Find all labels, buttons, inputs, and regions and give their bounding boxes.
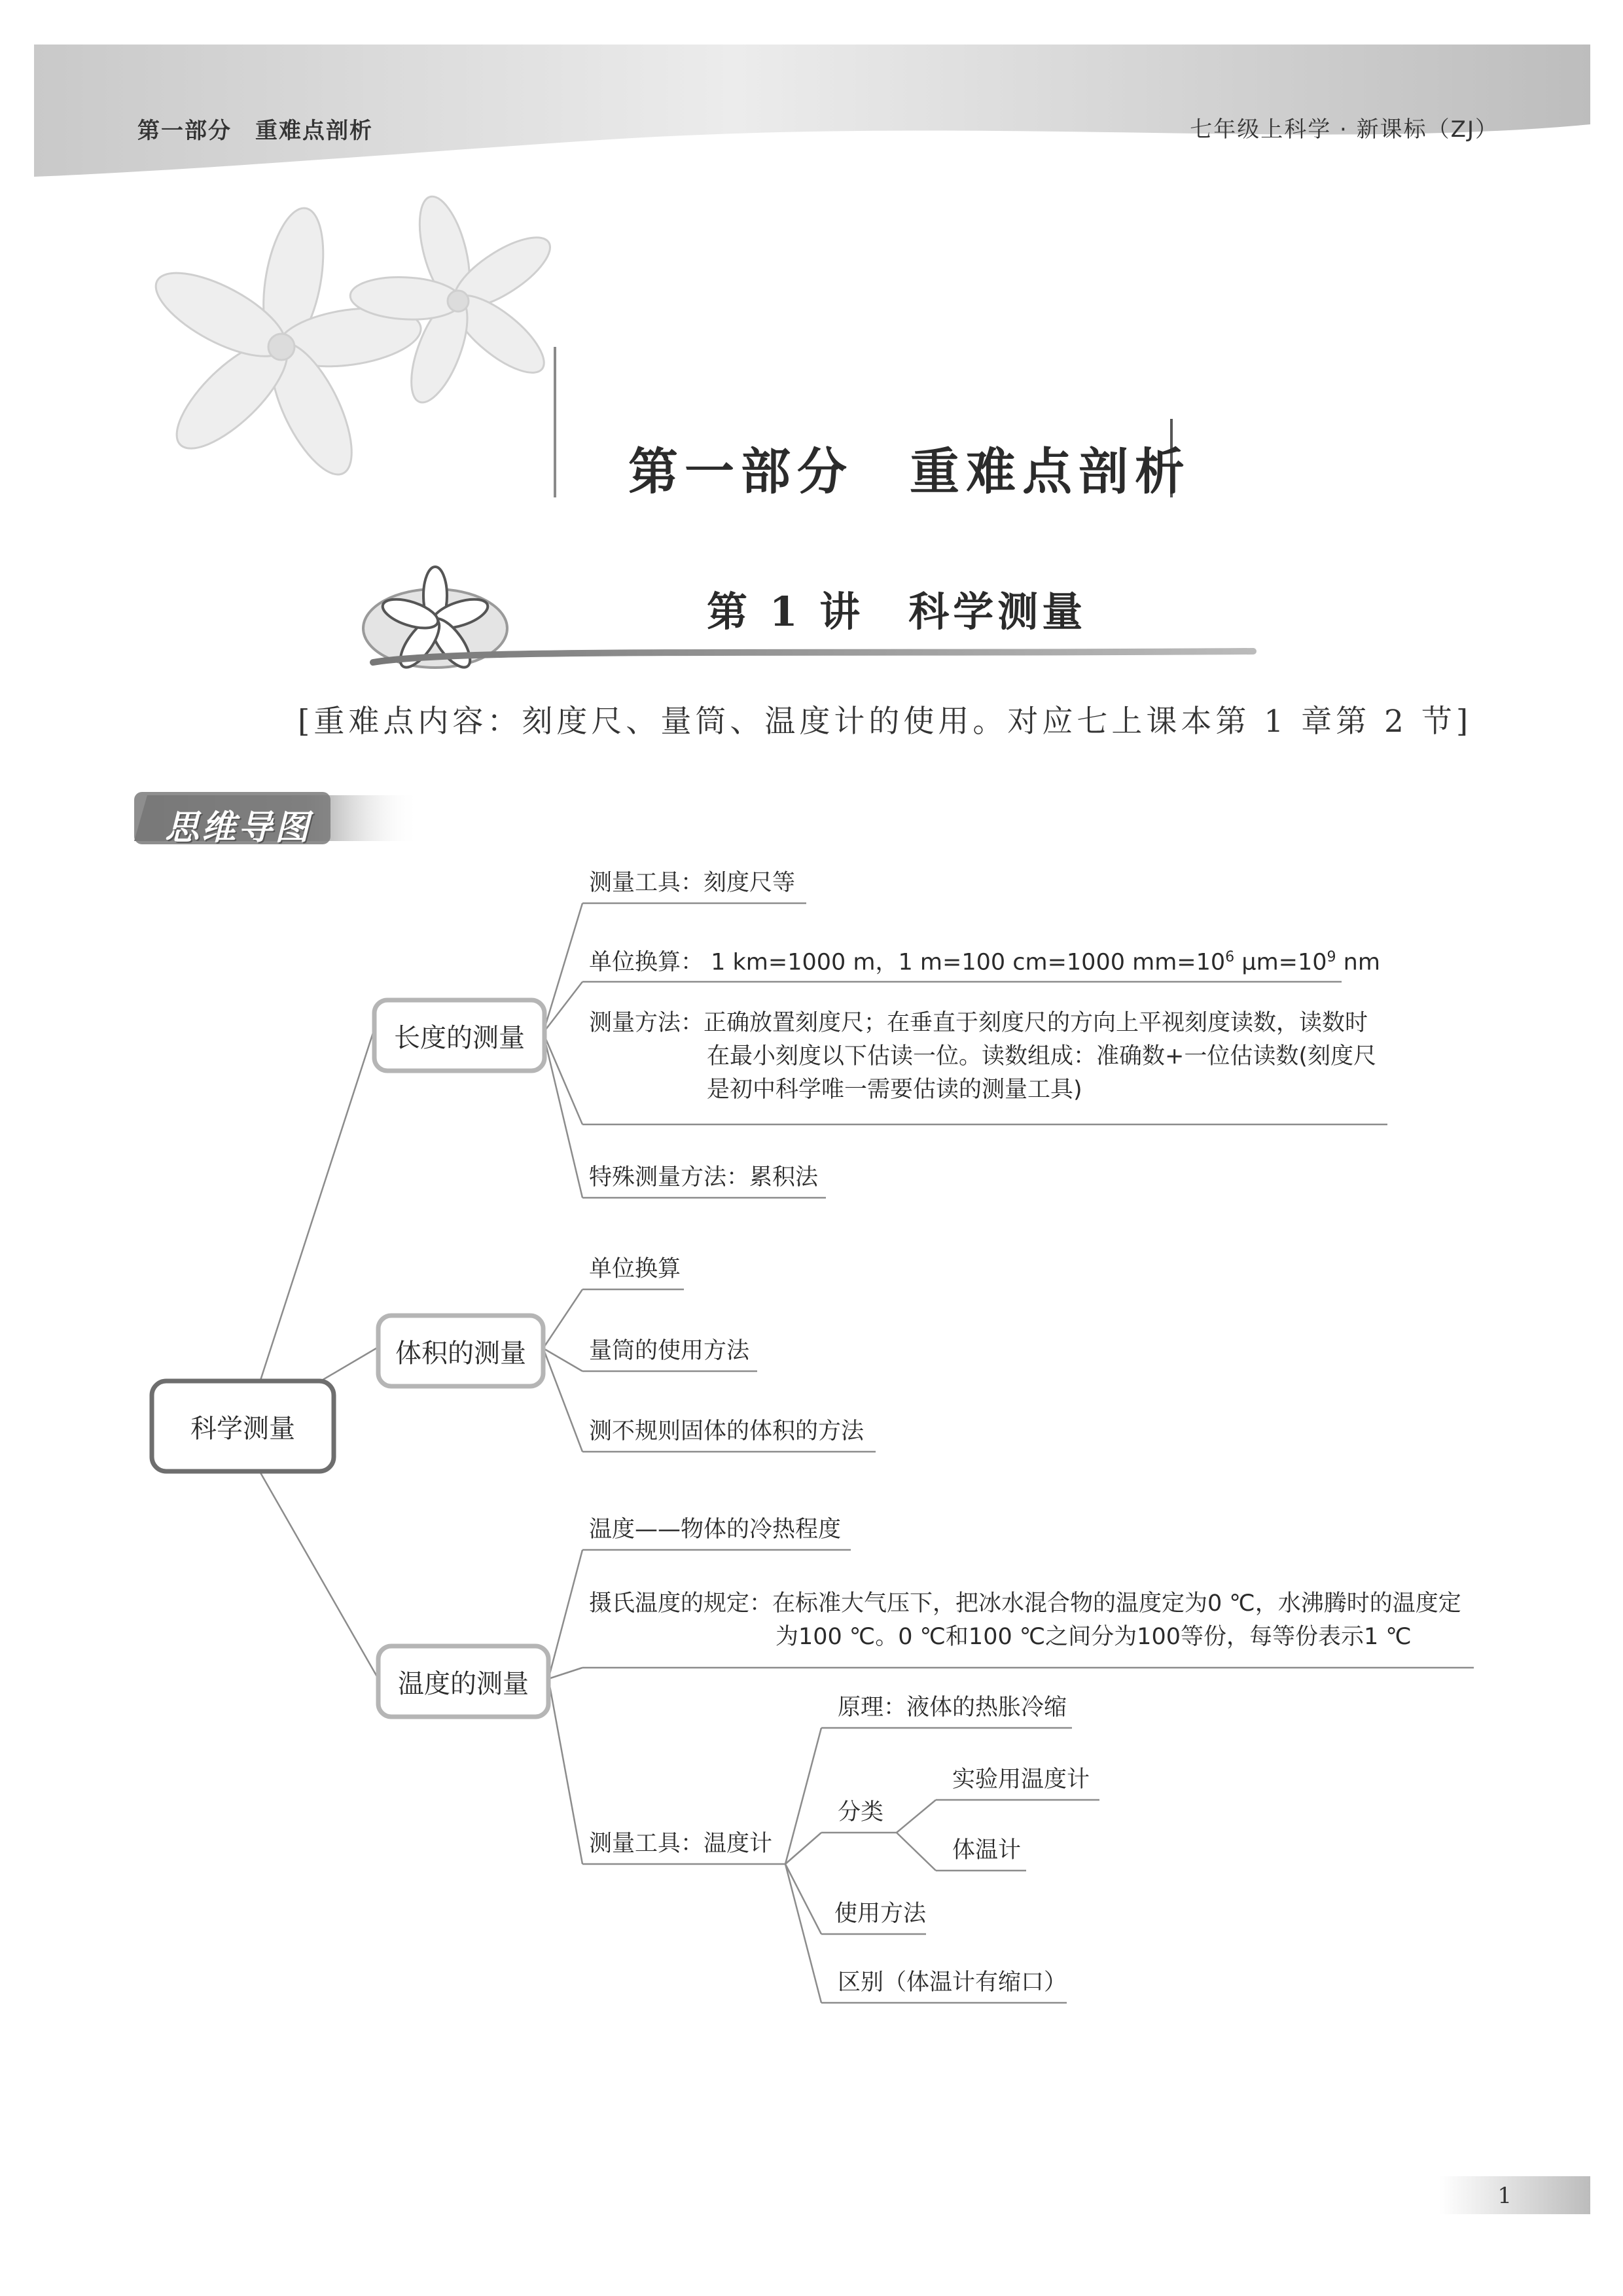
length-method bbox=[589, 1007, 1376, 1106]
part-title: 第一部分 重难点剖析 bbox=[628, 442, 1191, 501]
volume-cylinder: 量筒的使用方法 bbox=[589, 1338, 750, 1364]
thermometer-difference: 区别（体温计有缩口） bbox=[838, 1969, 1067, 1996]
mindmap-badge: 思维导图 bbox=[165, 808, 312, 848]
length-units bbox=[589, 950, 1380, 975]
length-method-line2: 在最小刻度以下估读一位。读数组成：准确数+一位估读数(刻度尺 bbox=[707, 1043, 1376, 1069]
temperature-celsius-line2: 为100 ℃。0 ℃和100 ℃之间分为100等份，每等份表示1 ℃ bbox=[776, 1623, 1412, 1650]
volume-irregular: 测不规则固体的体积的方法 bbox=[589, 1418, 865, 1444]
lecture-rule bbox=[373, 651, 1253, 662]
length-units-mid: μm=10 bbox=[1234, 949, 1327, 976]
temperature-definition: 温度——物体的冷热程度 bbox=[589, 1516, 842, 1543]
length-special: 特殊测量方法：累积法 bbox=[589, 1164, 819, 1191]
header-band bbox=[34, 45, 1590, 177]
length-units-exp1: 6 bbox=[1225, 949, 1235, 965]
thermometer-principle: 原理：液体的热胀冷缩 bbox=[838, 1695, 1067, 1721]
length-method-line3: 是初中科学唯一需要估读的测量工具) bbox=[707, 1076, 1082, 1103]
root-node: 科学测量 bbox=[190, 1413, 295, 1444]
node-temperature: 温度的测量 bbox=[398, 1668, 529, 1699]
length-units-text: 单位换算： 1 km=1000 m，1 m=100 cm=1000 mm=10 bbox=[589, 949, 1226, 976]
temperature-tool: 测量工具：温度计 bbox=[589, 1831, 773, 1857]
lecture-title: 第 1 讲 科学测量 bbox=[707, 588, 1087, 636]
thermometer-clinical: 体温计 bbox=[952, 1837, 1022, 1863]
node-length: 长度的测量 bbox=[394, 1022, 525, 1053]
thermometer-classify: 分类 bbox=[838, 1799, 884, 1825]
thermometer-lab: 实验用温度计 bbox=[952, 1767, 1090, 1793]
thermometer-usage: 使用方法 bbox=[834, 1901, 927, 1927]
temperature-celsius bbox=[589, 1587, 1461, 1654]
length-method-line1: 测量方法：正确放置刻度尺；在垂直于刻度尺的方向上平视刻度读数，读数时 bbox=[589, 1010, 1368, 1036]
temperature-celsius-line1: 摄氏温度的规定：在标准大气压下，把冰水混合物的温度定为0 ℃，水沸腾时的温度定 bbox=[589, 1590, 1461, 1617]
length-units-end: nm bbox=[1336, 949, 1380, 976]
lecture-subtitle: [重难点内容：刻度尺、量筒、温度计的使用。对应七上课本第 1 章第 2 节] bbox=[298, 704, 1472, 740]
page-number: 1 bbox=[1497, 2183, 1512, 2209]
node-volume: 体积的测量 bbox=[395, 1338, 526, 1369]
page-number-tab bbox=[1440, 2176, 1590, 2214]
header-section-label: 第一部分 重难点剖析 bbox=[137, 118, 373, 144]
volume-units: 单位换算 bbox=[589, 1256, 681, 1282]
length-tools: 测量工具：刻度尺等 bbox=[589, 870, 796, 896]
length-units-exp2: 9 bbox=[1327, 949, 1336, 965]
flower-decoration bbox=[144, 191, 560, 485]
header-book-label: 七年级上科学 · 新课标（ZJ） bbox=[1190, 117, 1499, 143]
